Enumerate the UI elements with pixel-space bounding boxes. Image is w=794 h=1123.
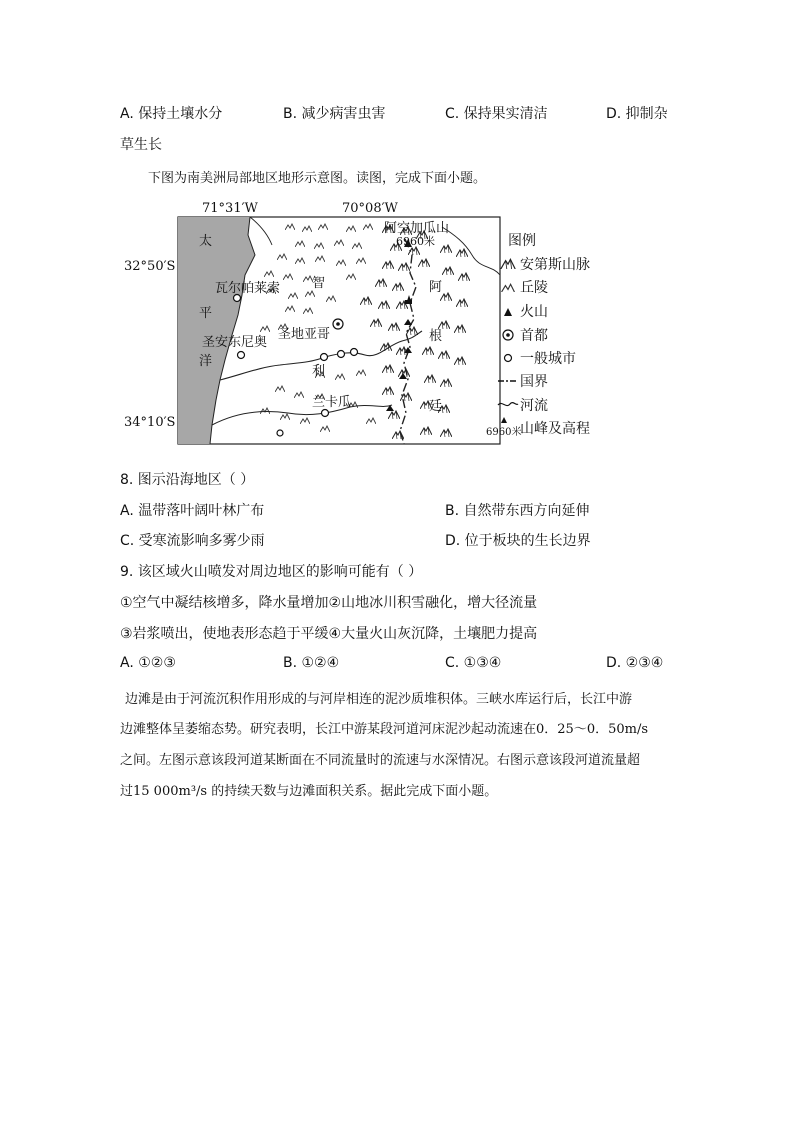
legend-river: 河流	[520, 398, 548, 414]
q7-option-c: C. 保持果实清洁	[445, 106, 548, 122]
latitude-top-label: 32°50′S	[124, 259, 176, 274]
legend-volcano: 火山	[520, 304, 548, 320]
passage-line-1: 边滩是由于河流沉积作用形成的与河岸相连的泥沙质堆积体。三峡水库运行后，长江中游	[125, 692, 633, 707]
q9-option-a: A. ①②③	[120, 655, 176, 671]
map-intro: 下图为南美洲局部地区地形示意图。读图，完成下面小题。	[148, 171, 487, 186]
q8-option-d: D. 位于板块的生长边界	[445, 533, 591, 549]
city-marker-san-antonio	[238, 352, 245, 359]
city-marker-1	[321, 354, 328, 361]
q9-option-d: D. ②③④	[606, 655, 664, 671]
ocean-label-3: 洋	[199, 354, 213, 369]
q8-stem: 8. 图示沿海地区（ ）	[120, 472, 255, 488]
q7-option-a: A. 保持土壤水分	[120, 106, 223, 122]
city-marker-3	[351, 349, 358, 356]
legend-andes: 安第斯山脉	[520, 257, 590, 273]
argentina-label-3: 廷	[429, 399, 443, 414]
q9-option-b: B. ①②④	[283, 655, 340, 671]
legend-city: 一般城市	[520, 351, 576, 367]
legend-title: 图例	[508, 233, 536, 249]
legend-hills: 丘陵	[520, 280, 548, 296]
map-legend	[486, 233, 590, 438]
passage-line-2: 边滩整体呈萎缩态势。研究表明，长江中游某段河道河床泥沙起动流速在0．25～0．50m/s	[120, 722, 649, 737]
longitude-left-label: 71°31′W	[202, 201, 258, 216]
q8-option-b: B. 自然带东西方向延伸	[445, 503, 590, 519]
terrain-map	[120, 195, 620, 450]
q8-option-c: C. 受寒流影响多雾少雨	[120, 533, 265, 549]
city-marker-south	[277, 430, 283, 436]
peak-name-label: 阿空加瓜山	[384, 221, 450, 236]
argentina-label-2: 根	[429, 329, 443, 344]
city-label-valparaiso: 瓦尔帕莱索	[215, 281, 281, 296]
argentina-label-1: 阿	[429, 280, 443, 295]
q7-option-d: D. 抑制杂	[606, 106, 668, 122]
chile-label-2: 利	[312, 364, 326, 379]
city-label-santiago: 圣地亚哥	[278, 327, 331, 342]
q9-stem: 9. 该区域火山喷发对周边地区的影响可能有（ ）	[120, 564, 423, 580]
q9-statement-line-2: ③岩浆喷出，使地表形态趋于平缓④大量火山灰沉降，土壤肥力提高	[120, 626, 538, 642]
longitude-right-label: 70°08′W	[342, 201, 398, 216]
q9-statement-line-1: ①空气中凝结核增多，降水量增加②山地冰川积雪融化，增大径流量	[120, 595, 538, 611]
q7-option-b: B. 减少病害虫害	[283, 106, 386, 122]
q7-option-d-continued: 草生长	[120, 137, 162, 153]
legend-border: 国界	[520, 374, 548, 390]
q9-option-c: C. ①③④	[445, 655, 502, 671]
ocean-label-2: 平	[199, 306, 213, 321]
ocean-label-1: 太	[199, 234, 213, 249]
city-label-san-antonio: 圣安东尼奥	[202, 335, 268, 350]
legend-capital: 首都	[520, 328, 548, 344]
latitude-bottom-label: 34°10′S	[124, 415, 176, 430]
city-marker-2	[338, 351, 345, 358]
chile-label-1: 智	[312, 276, 326, 291]
passage-line-3: 之间。左图示意该段河道某断面在不同流量时的流速与水深情况。右图示意该段河道流量超	[120, 753, 641, 768]
legend-peak: 山峰及高程	[520, 421, 590, 437]
legend-peak-elevation: 6960米	[486, 427, 522, 438]
city-label-rancagua: 兰卡瓜	[312, 395, 352, 410]
city-marker-rancagua	[322, 410, 329, 417]
passage-line-4: 过15 000m³/s 的持续天数与边滩面积关系。据此完成下面小题。	[120, 784, 498, 799]
q8-option-a: A. 温带落叶阔叶林广布	[120, 503, 265, 519]
peak-elevation-label: 6960米	[396, 235, 435, 248]
